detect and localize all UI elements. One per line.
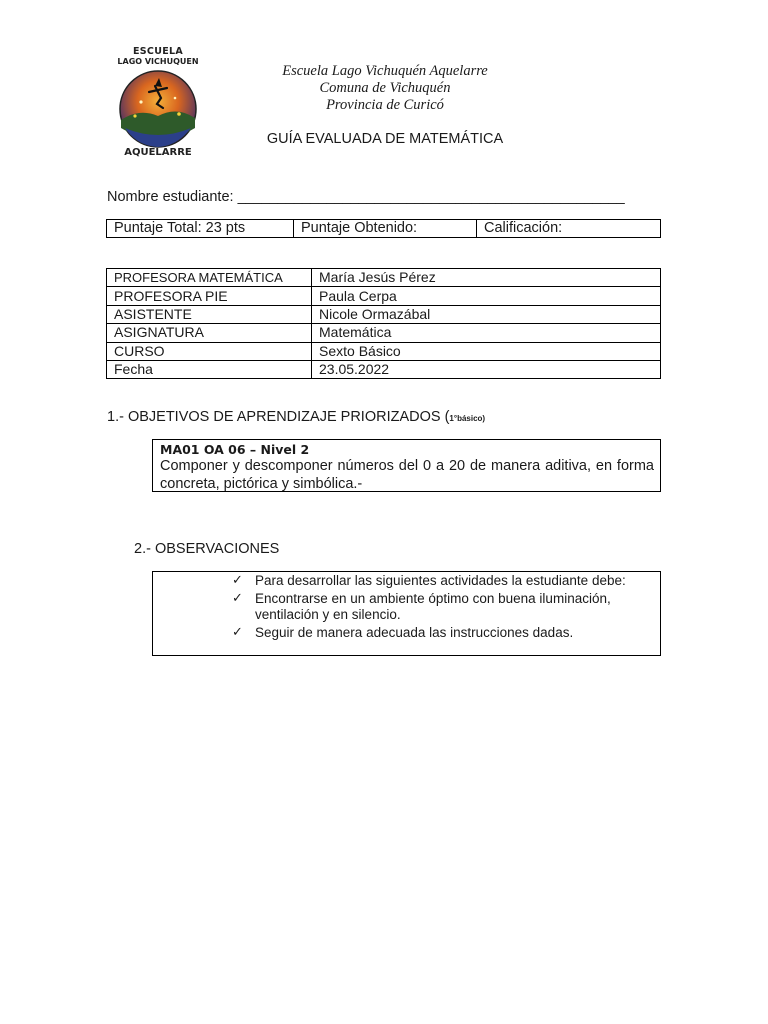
- info-key: CURSO: [107, 342, 312, 360]
- info-key: ASIGNATURA: [107, 324, 312, 342]
- list-item: [231, 625, 651, 641]
- logo-top-text-1: ESCUELA: [132, 46, 183, 57]
- info-value: Sexto Básico: [312, 342, 661, 360]
- objective-code: MA01 OA 06 – Nivel 2: [160, 442, 310, 457]
- table-row: [107, 287, 661, 305]
- province-name: Provincia de Curicó: [326, 97, 444, 113]
- table-row: [107, 360, 661, 378]
- observation-text: Seguir de manera adecuada las instrucciones dadas.: [255, 625, 574, 640]
- total-score-cell: Puntaje Total: 23 pts: [107, 220, 294, 237]
- section-1-title: 1.- OBJETIVOS DE APRENDIZAJE PRIORIZADOS (: [107, 409, 450, 425]
- check-mark-icon: ✓: [232, 625, 243, 640]
- info-value: Paula Cerpa: [312, 287, 661, 305]
- objective-box: [152, 439, 661, 492]
- info-value: Matemática: [312, 324, 661, 342]
- info-key: PROFESORA PIE: [107, 287, 312, 305]
- info-value: María Jesús Pérez: [312, 269, 661, 287]
- table-row: [107, 324, 661, 342]
- info-value: Nicole Ormazábal: [312, 305, 661, 323]
- list-item: [231, 591, 651, 623]
- info-key: PROFESORA MATEMÁTICA: [107, 269, 312, 287]
- logo-bottom-text: AQUELARRE: [124, 147, 192, 158]
- objective-text: Componer y descomponer números del 0 a 20 de manera aditiva, en forma concreta, pictórica y simbólica.-: [160, 458, 654, 492]
- table-row: [107, 342, 661, 360]
- page-title: GUÍA EVALUADA DE MATEMÁTICA: [266, 131, 504, 147]
- table-row: [107, 269, 661, 287]
- info-key: ASISTENTE: [107, 305, 312, 323]
- section-1-note: 1°básico): [449, 414, 486, 423]
- info-value: 23.05.2022: [312, 360, 661, 378]
- section-2-heading: 2.- OBSERVACIONES: [134, 541, 280, 557]
- info-table: [106, 268, 661, 379]
- info-key: Fecha: [107, 360, 312, 378]
- student-name-line: Nombre estudiante: ________________________________________________: [107, 189, 625, 205]
- school-logo: [103, 46, 213, 162]
- commune-name: Comuna de Vichuquén: [319, 80, 451, 96]
- check-mark-icon: ✓: [232, 573, 243, 588]
- observation-text: Para desarrollar las siguientes actividades la estudiante debe:: [255, 573, 626, 588]
- section-1-heading: [107, 409, 485, 425]
- list-item: [231, 573, 651, 589]
- table-row: [107, 305, 661, 323]
- obtained-score-cell: Puntaje Obtenido:: [294, 220, 477, 237]
- grade-cell: Calificación:: [484, 220, 563, 236]
- school-crest-icon: [119, 70, 197, 148]
- observations-list: [231, 573, 651, 643]
- score-table: [106, 219, 661, 238]
- logo-top-text-2: LAGO VICHUQUEN: [117, 57, 199, 66]
- observation-text: Encontrarse en un ambiente óptimo con buena iluminación, ventilación y en silencio.: [255, 591, 611, 622]
- check-mark-icon: ✓: [232, 591, 243, 606]
- school-name: Escuela Lago Vichuquén Aquelarre: [282, 63, 488, 79]
- observations-box: [152, 571, 661, 656]
